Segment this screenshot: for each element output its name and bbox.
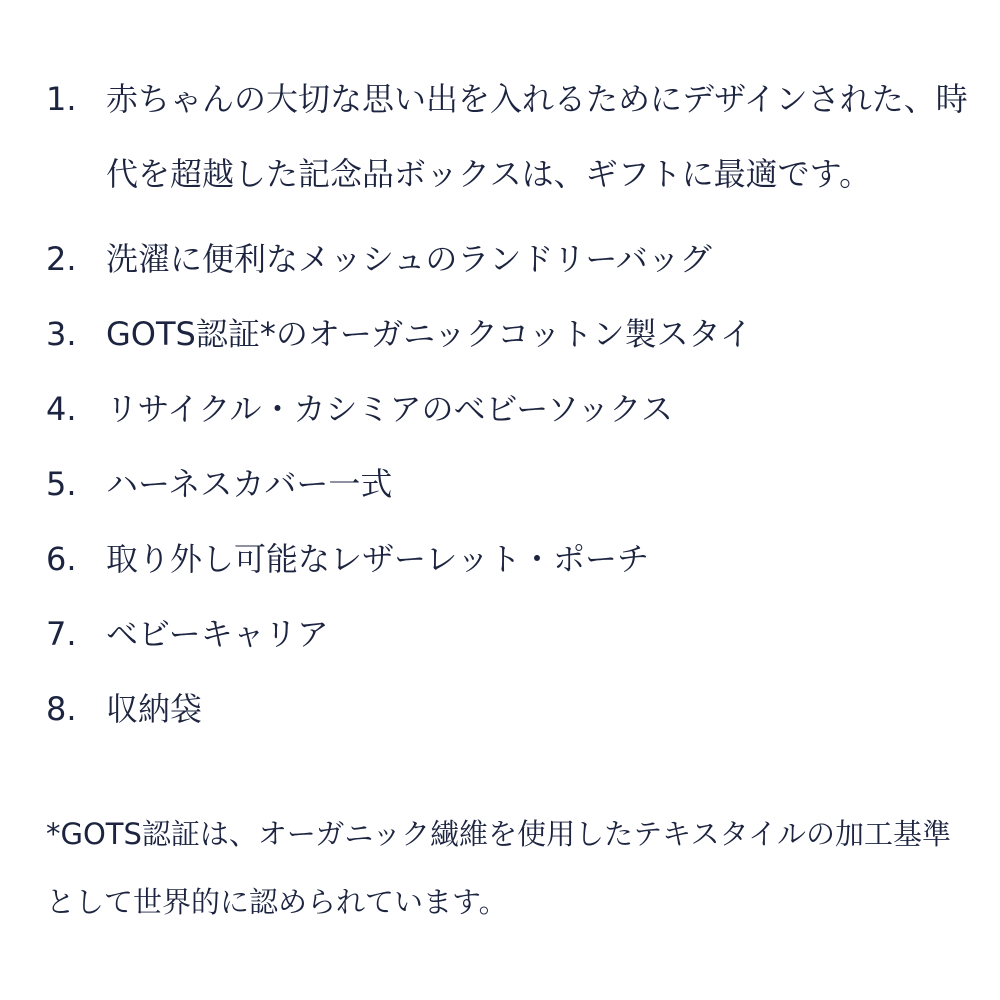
list-item-number: 3. xyxy=(46,315,77,353)
list-item-text: 収納袋 xyxy=(106,690,203,728)
list-item-number: 2. xyxy=(46,240,77,278)
list-item-number: 4. xyxy=(46,390,77,428)
list-item-number: 1. xyxy=(46,80,77,118)
list-item-number: 6. xyxy=(46,540,77,578)
list-item xyxy=(46,457,976,512)
list-item xyxy=(46,607,976,662)
list-item xyxy=(46,232,976,287)
list-item-number: 8. xyxy=(46,690,77,728)
list-item-text: ベビーキャリア xyxy=(106,615,329,653)
list-item xyxy=(46,682,976,737)
list-item xyxy=(46,532,976,587)
list-item-number: 7. xyxy=(46,615,77,653)
list-item-text: ハーネスカバー一式 xyxy=(106,465,393,503)
list-item xyxy=(46,307,976,362)
list-item-text: GOTS認証*のオーガニックコットン製スタイ xyxy=(106,315,753,353)
contents-list xyxy=(46,72,976,757)
list-item-text: リサイクル・カシミアのベビーソックス xyxy=(106,390,674,428)
list-item-text: 取り外し可能なレザーレット・ポーチ xyxy=(106,540,650,578)
list-item-text: 赤ちゃんの大切な思い出を入れるためにデザインされた、時代を超越した記念品ボックスは、ギフトに最適です。 xyxy=(106,80,968,193)
list-item xyxy=(46,382,976,437)
list-item-number: 5. xyxy=(46,465,77,503)
footnote: *GOTS認証は、オーガニック繊維を使用したテキスタイルの加工基準として世界的に認められています。 xyxy=(46,817,952,919)
list-item-text: 洗濯に便利なメッシュのランドリーバッグ xyxy=(106,240,712,278)
list-item xyxy=(46,72,976,212)
